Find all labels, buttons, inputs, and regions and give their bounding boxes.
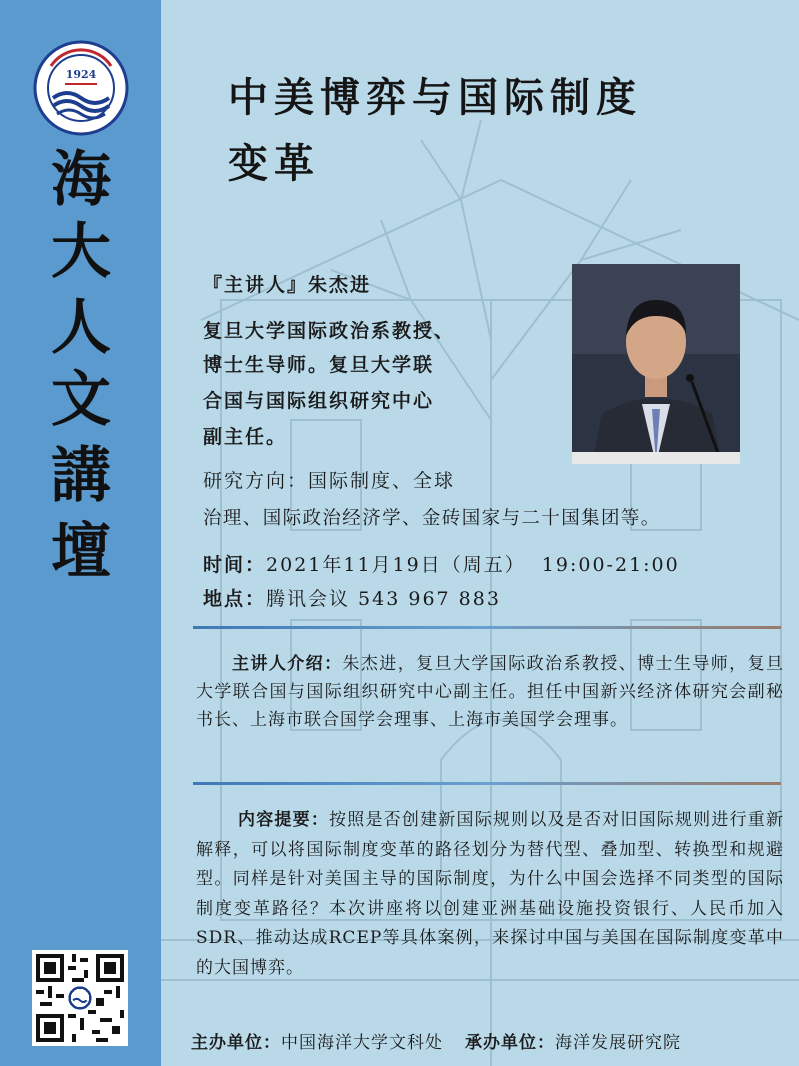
abstract-lead: 内容提要： xyxy=(238,810,330,830)
time-value: 2021年11月19日（周五） 19:00-21:00 xyxy=(266,554,680,576)
speaker-intro-text: 朱杰进，复旦大学国际政治系教授、博士生导师，复旦大学联合国与国际组织研究中心副主任。担任中国新兴经济体研究会副秘书长、上海市联合国学会理事、上海市美国学会理事。 xyxy=(196,654,785,730)
footer xyxy=(191,1028,681,1053)
lecture-title-line2: 变革 xyxy=(228,141,320,187)
speaker-label: 『主讲人』 xyxy=(203,274,309,296)
host-value: 中国海洋大学文科处 xyxy=(281,1033,443,1053)
divider xyxy=(193,782,781,785)
vertical-title-char: 人 xyxy=(51,293,111,363)
speaker-portrait-icon xyxy=(572,264,740,464)
event-time xyxy=(203,550,680,577)
qr-code-icon xyxy=(32,950,128,1046)
abstract-text: 按照是否创建新国际规则以及是否对旧国际规则进行重新解释，可以将国际制度变革的路径划分为替代型、叠加型、转换型和规避型。同样是针对美国主导的国际制度，为什么中国会选择不同类型的国际制度变革路径？本次讲座将以创建亚洲基础设施投资银行、人民币加入SDR、推动达成RCEP等具体案例，来探讨中国与美国在国际制度变革中的大国博弈。 xyxy=(196,810,785,978)
research-direction-line2: 治理、国际政治经济学、金砖国家与二十国集团等。 xyxy=(203,508,661,529)
speaker-bio-line: 复旦大学国际政治系教授、 xyxy=(203,320,456,342)
vertical-title-char: 大 xyxy=(51,217,111,287)
university-logo xyxy=(33,40,129,136)
logo-emblem-icon xyxy=(33,40,129,136)
logo-year: 1924 xyxy=(65,68,97,81)
event-place xyxy=(203,584,501,611)
time-label: 时间： xyxy=(203,554,267,576)
vertical-title-char: 文 xyxy=(51,365,111,435)
speaker-bio-line: 博士生导师。复旦大学联 xyxy=(203,354,435,376)
speaker-header xyxy=(203,270,371,297)
host-label: 主办单位： xyxy=(191,1033,281,1053)
speaker-intro-paragraph xyxy=(196,650,784,734)
lecture-title-line1: 中美博弈与国际制度 xyxy=(228,75,642,121)
speaker-bio-line: 合国与国际组织研究中心 xyxy=(203,390,435,412)
abstract-paragraph xyxy=(196,806,784,983)
divider xyxy=(193,626,781,629)
place-value: 腾讯会议 543 967 883 xyxy=(266,588,501,610)
vertical-title-char: 壇 xyxy=(51,517,111,587)
organizer-label: 承办单位： xyxy=(465,1033,555,1053)
organizer-value: 海洋发展研究院 xyxy=(555,1033,681,1053)
vertical-title-char: 海 xyxy=(51,145,111,215)
place-label: 地点： xyxy=(203,588,267,610)
speaker-intro-lead: 主讲人介绍： xyxy=(232,654,343,674)
speaker-name: 朱杰进 xyxy=(308,274,372,296)
qr-code[interactable] xyxy=(32,950,128,1046)
speaker-bio-line: 副主任。 xyxy=(203,426,288,448)
research-direction-line1: 研究方向：国际制度、全球 xyxy=(203,470,456,492)
sidebar xyxy=(0,0,161,1066)
speaker-photo xyxy=(572,264,740,464)
vertical-title-char: 講 xyxy=(51,441,111,511)
